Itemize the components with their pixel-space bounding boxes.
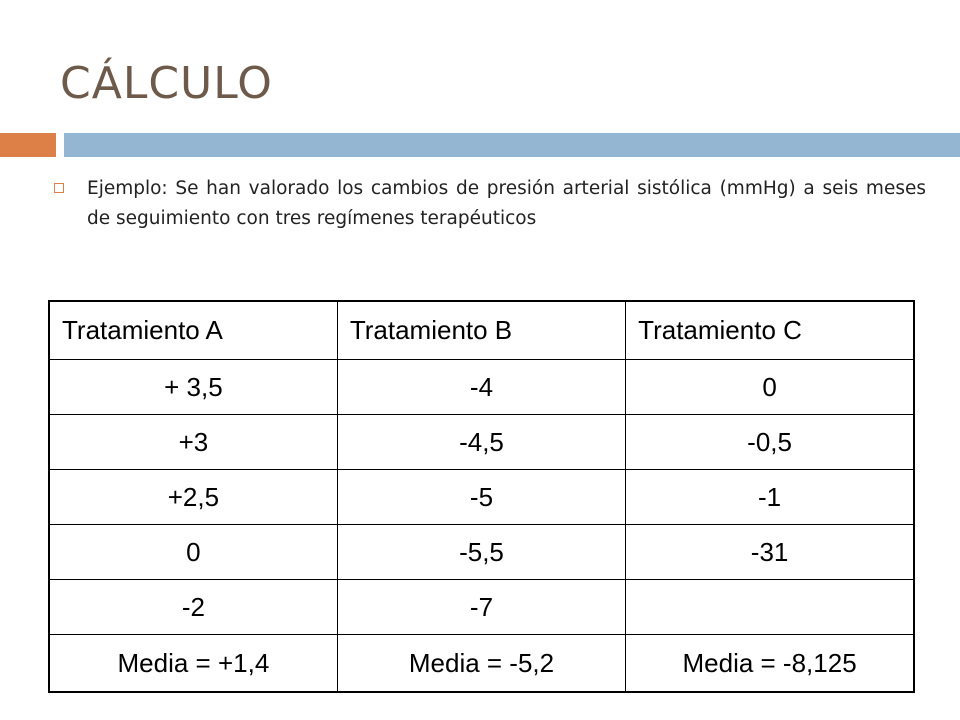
bullet-text: Ejemplo: Se han valorado los cambios de presión arterial sistólica (mmHg) a seis meses de seguimiento con tres regímenes terapéuticos bbox=[87, 178, 926, 229]
mean-treatment-a: Media = +1,4 bbox=[49, 635, 337, 693]
table-cell: +3 bbox=[49, 415, 337, 470]
table-row bbox=[49, 470, 914, 525]
table-cell: -31 bbox=[626, 525, 914, 580]
header-treatment-b: Tratamiento B bbox=[337, 301, 625, 360]
table-cell: -2 bbox=[49, 580, 337, 635]
table-cell: -7 bbox=[337, 580, 625, 635]
table-cell: 0 bbox=[626, 360, 914, 415]
accent-bar-orange bbox=[0, 133, 56, 157]
table-cell: -0,5 bbox=[626, 415, 914, 470]
table-header-row bbox=[49, 301, 914, 360]
mean-treatment-c: Media = -8,125 bbox=[626, 635, 914, 693]
table-cell: -1 bbox=[626, 470, 914, 525]
table-cell: -5 bbox=[337, 470, 625, 525]
slide-title: CÁLCULO bbox=[60, 58, 273, 109]
table-cell: 0 bbox=[49, 525, 337, 580]
table-cell: +2,5 bbox=[49, 470, 337, 525]
header-treatment-a: Tratamiento A bbox=[49, 301, 337, 360]
table-row bbox=[49, 525, 914, 580]
blood-pressure-table bbox=[48, 300, 915, 693]
square-bullet-icon bbox=[54, 183, 64, 193]
mean-treatment-b: Media = -5,2 bbox=[337, 635, 625, 693]
table-row bbox=[49, 580, 914, 635]
header-treatment-c: Tratamiento C bbox=[626, 301, 914, 360]
table-cell: -4,5 bbox=[337, 415, 625, 470]
table-cell: + 3,5 bbox=[49, 360, 337, 415]
table-cell: -5,5 bbox=[337, 525, 625, 580]
table-cell bbox=[626, 580, 914, 635]
table-row bbox=[49, 415, 914, 470]
accent-bar-blue bbox=[64, 133, 960, 157]
table-cell: -4 bbox=[337, 360, 625, 415]
table-row bbox=[49, 360, 914, 415]
table-mean-row bbox=[49, 635, 914, 693]
